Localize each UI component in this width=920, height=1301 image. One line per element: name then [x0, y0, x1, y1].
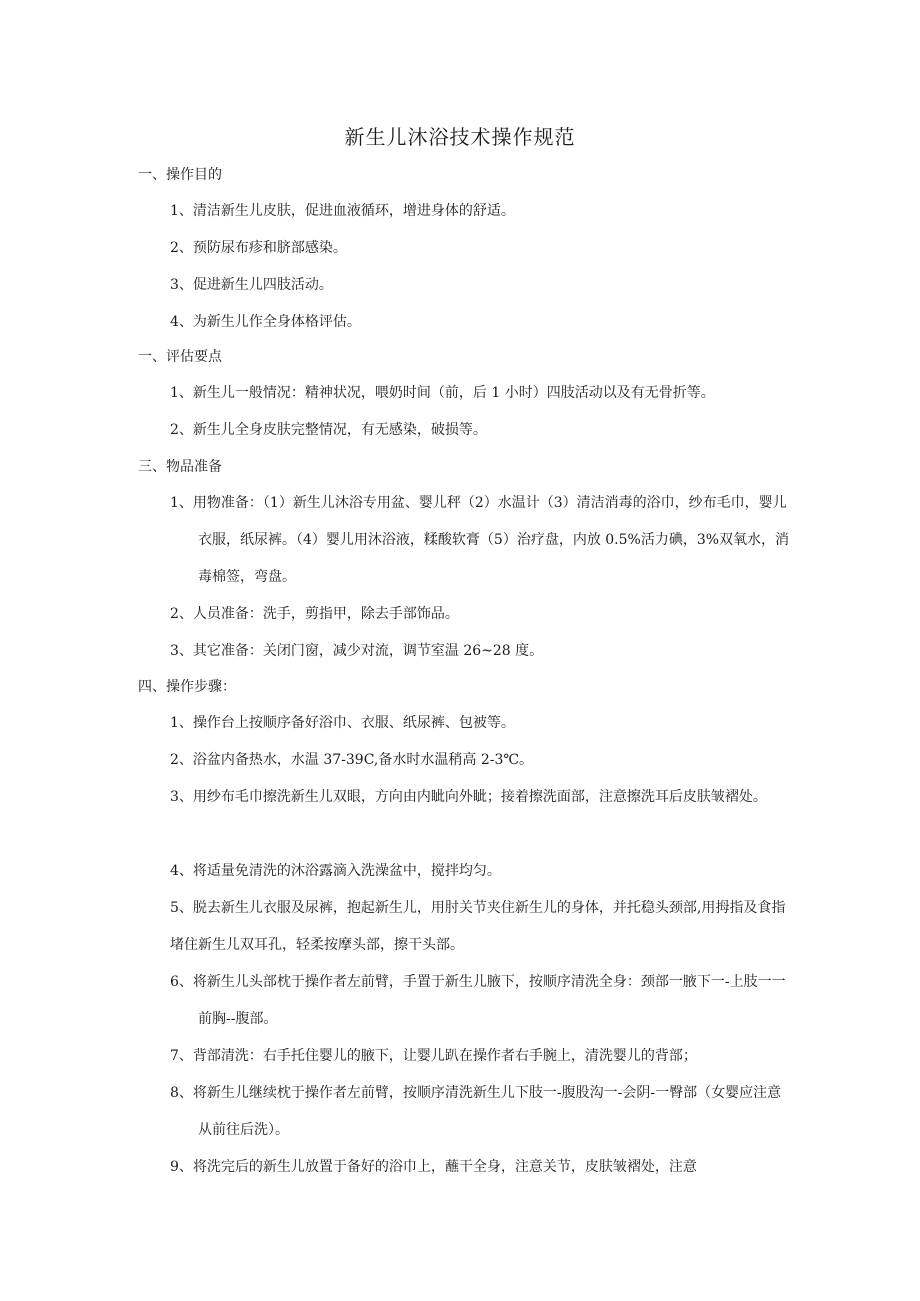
- list-item: 7、背部清洗：右手托住婴儿的腋下，让婴儿趴在操作者右手腕上，清洗婴儿的背部；: [170, 1048, 697, 1064]
- list-item: 3、用纱布毛巾擦洗新生儿双眼，方向由内眦向外眦；接着擦洗面部，注意擦洗耳后皮肤皱褶处。: [170, 789, 767, 805]
- section-heading-assessment: 一、评估要点: [138, 349, 222, 365]
- list-item: 9、将洗完后的新生儿放置于备好的浴巾上，蘸干全身，注意关节，皮肤皱褶处，注意: [170, 1159, 697, 1175]
- list-item: 3、其它准备：关闭门窗，减少对流，调节室温 26~28 度。: [170, 643, 544, 659]
- list-item: 6、将新生儿头部枕于操作者左前臂，手置于新生儿腋下，按顺序清洗全身：颈部一腋下一-上肢一一前胸--腹部。: [170, 974, 786, 1027]
- document-title: 新生儿沐浴技术操作规范: [344, 125, 576, 149]
- list-item: 1、用物准备：（1）新生儿沐浴专用盆、婴儿秤（2）水温计（3）清洁消毒的浴巾，纱布毛巾，婴儿衣服，纸尿裤。（4）婴儿用沐浴液，糅酸软膏（5）治疗盘，内放 0.5%活力碘，3%双氧水，消毒棉签，弯盘。: [170, 495, 790, 585]
- list-item: 2、新生儿全身皮肤完整情况，有无感染，破损等。: [170, 422, 487, 438]
- list-item: 2、浴盆内备热水，水温 37-39C,备水时水温稍高 2-3℃。: [170, 752, 534, 768]
- list-item: 1、新生儿一般情况：精神状况，喂奶时间（前，后 1 小时）四肢活动以及有无骨折等。: [170, 385, 715, 401]
- list-item: 5、脱去新生儿衣服及尿裤，抱起新生儿，用肘关节夹住新生儿的身体，并托稳头颈部,用拇指及食指堵住新生儿双耳孔，轻柔按摩头部，擦干头部。: [170, 900, 786, 953]
- section-heading-steps: 四、操作步骤：: [138, 679, 236, 695]
- list-item: 2、人员准备：洗手，剪指甲，除去手部饰品。: [170, 606, 459, 622]
- list-item: 8、将新生儿继续枕于操作者左前臂，按顺序清洗新生儿下肢一-腹股沟一-会阴-一臀部（女婴应注意从前往后洗）。: [170, 1085, 782, 1138]
- list-item: 4、为新生儿作全身体格评估。: [170, 314, 361, 330]
- list-item: 2、预防尿布疹和脐部感染。: [170, 240, 347, 256]
- section-heading-purpose: 一、操作目的: [138, 167, 222, 183]
- list-item: 3、促进新生儿四肢活动。: [170, 277, 333, 293]
- list-item: 4、将适量免清洗的沐浴露滴入洗澡盆中，搅拌均匀。: [170, 863, 501, 879]
- section-heading-supplies: 三、物品准备: [138, 459, 222, 475]
- list-item: 1、清洁新生儿皮肤，促进血液循环，增进身体的舒适。: [170, 203, 515, 219]
- list-item: 1、操作台上按顺序备好浴巾、衣服、纸尿裤、包被等。: [170, 715, 515, 731]
